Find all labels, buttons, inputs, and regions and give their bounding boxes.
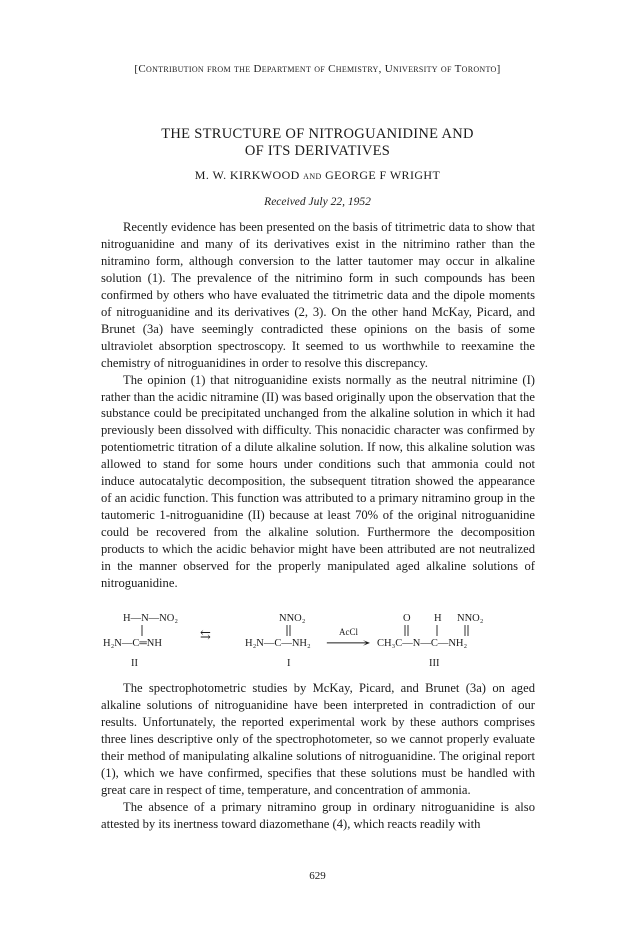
title-line-2: OF ITS DERIVATIVES — [244, 143, 391, 159]
article-title — [0, 126, 635, 160]
compound-III-label: III — [429, 658, 440, 669]
reaction-scheme — [101, 608, 535, 678]
author-line — [0, 168, 635, 183]
received-date: Received July 22, 1952 — [264, 196, 371, 208]
compound-III-top-NNO2: NNO₂ — [457, 613, 484, 624]
body-text-bottom — [101, 680, 535, 833]
compound-I-top: NNO₂ — [279, 613, 306, 624]
compound-II-label: II — [131, 658, 138, 669]
contribution-header: [Contribution from the Department of Chemistry, University of Toronto] — [134, 63, 501, 75]
compound-III-top-H: H — [434, 613, 442, 624]
contribution-text: Contribution from the Department of Chemistry, University of Toronto — [138, 63, 497, 75]
compound-II-top: H—N—NO₂ — [123, 613, 178, 624]
author-2: GEORGE F WRIGHT — [325, 168, 441, 182]
paragraph-3: The spectrophotometric studies by McKay, Picard, and Brunet (3a) on aged alkaline solutions of nitroguanidine have been interpreted in contradiction of our results. Unfortunately, the reported experimental work by these authors comprises three lines descriptive only of the spectrophotometer, so we cannot properly evaluate their method of manipulating alkaline solutions of nitroguanidine. The original report (1), which we have confirmed, specifies that these solutions must be handled with great care in respect of time, temperature, and concentration of ammonia. — [101, 681, 535, 797]
compound-I-label: I — [287, 658, 291, 669]
author-conjunction: and — [303, 170, 322, 182]
body-text-top — [101, 219, 535, 592]
paragraph-4: The absence of a primary nitramino group in ordinary nitroguanidine is also attested by its inertness toward diazomethane (4), which reacts readily with — [101, 799, 535, 831]
scheme-drawing — [101, 608, 535, 678]
title-line-1: THE STRUCTURE OF NITROGUANIDINE AND — [161, 126, 474, 142]
compound-II-bottom: H₂N—C═NH — [103, 638, 162, 649]
reagent-label: AcCl — [339, 627, 358, 637]
equilibrium-arrow: ⇆ — [200, 627, 211, 642]
page-number: 629 — [309, 870, 326, 882]
paragraph-2: The opinion (1) that nitroguanidine exists normally as the neutral nitrimine (I) rather than the acidic nitramine (II) was based originally upon the observation that the substance could be precipitated unchanged from the alkaline solution in which it had previously been dissolved with difficulty. This nonacidic character was confirmed by potentiometric titration of a dilute alkaline solution. If now, this alkaline solution was allowed to stand for some hours under conditions such that ammonia could not induce autocatalytic decomposition, the subsequent titration showed the appearance of an acidic function. This function was attributed to a primary nitramino group in the tautomeric 1-nitroguanidine (II) because at least 70% of the original nitroguanidine could be recovered from the alkaline solution. Furthermore the decomposition products to which the acidic behavior might have been attributed are not neutralized in the manner observed for the properly manipulated aged alkaline solutions of nitroguanidine. — [101, 372, 535, 591]
compound-III-bottom: CH₃C—N—C—NH₂ — [377, 638, 468, 649]
author-1: M. W. KIRKWOOD — [194, 168, 300, 182]
compound-III-top-O: O — [403, 613, 411, 624]
paragraph-1: Recently evidence has been presented on the basis of titrimetric data to show that nitroguanidine and many of its derivatives exist in the nitrimino rather than the nitramino form, although conversion to the latter tautomer may occur in alkaline solution (1). The prevalence of the nitrimino form in such compounds has been confirmed by others who have evaluated the titrimetric data and the dipole moments of nitroguanidine and its derivatives (2, 3). On the other hand McKay, Picard, and Brunet (3a) have seemingly contradicted these opinions on the basis of some ultraviolet absorption spectroscopy. It seemed to us worthwhile to reexamine the chemistry of nitroguanidines in order to resolve this discrepancy. — [101, 220, 535, 370]
compound-I-bottom: H₂N—C—NH₂ — [245, 638, 311, 649]
reaction-arrow: ⟶ — [325, 635, 372, 650]
